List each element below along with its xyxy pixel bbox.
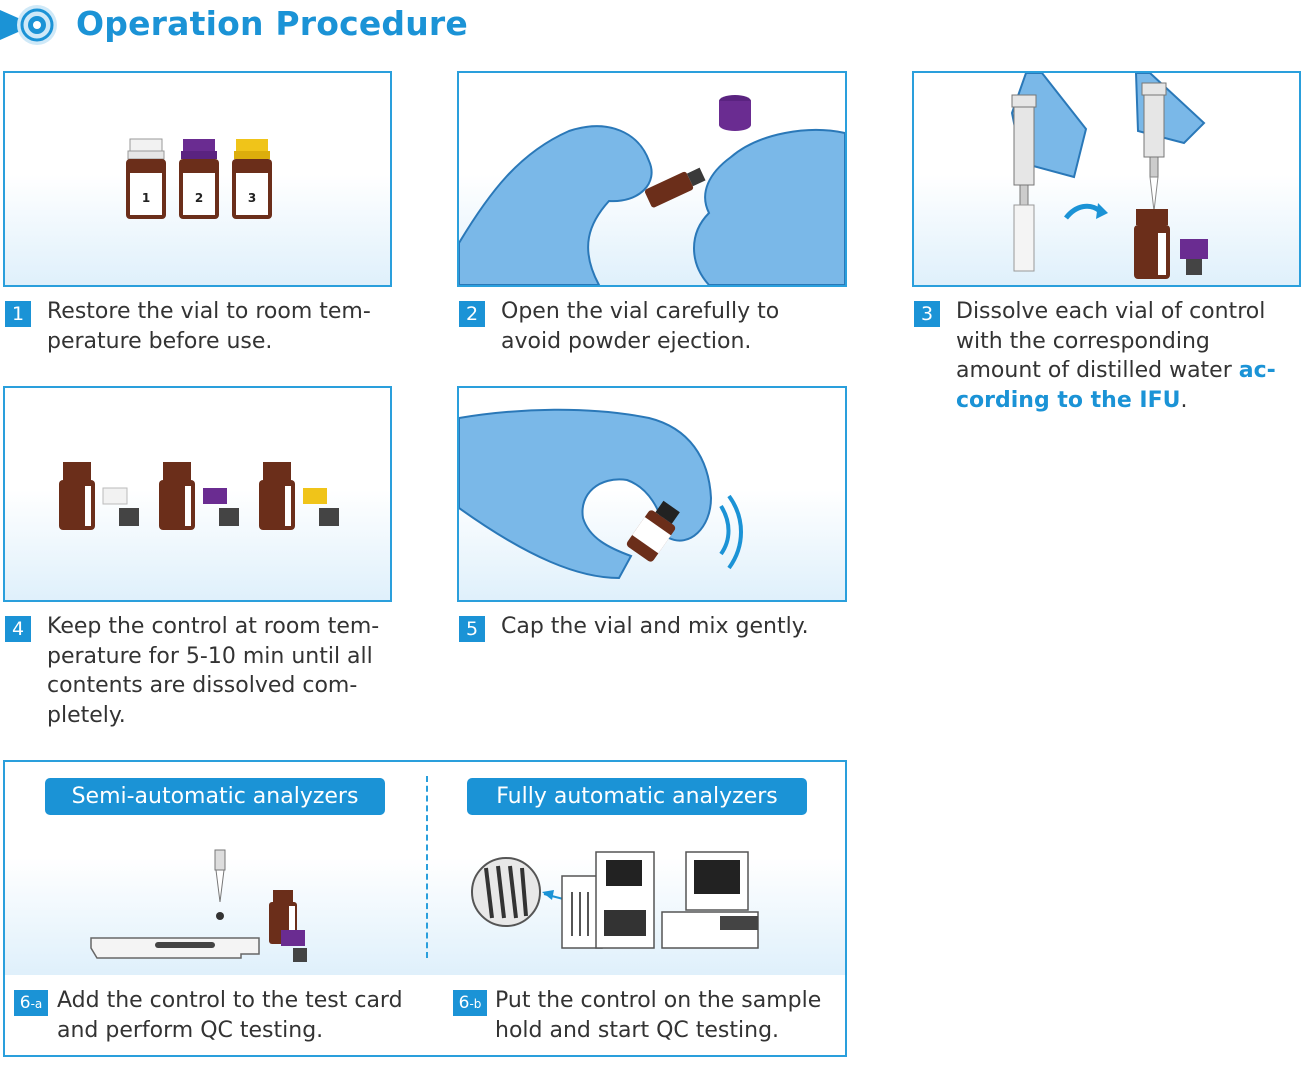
step-number-badge: 2: [459, 301, 485, 327]
step-number-badge: [453, 990, 487, 1016]
vial-icon: [1134, 209, 1170, 279]
step-description: Keep the control at room tem- perature for 5-10 min until all contents are dissolved com- pletely.: [47, 614, 380, 728]
step-5: [459, 616, 849, 656]
water-bottle-icon: [1014, 205, 1034, 271]
step-text-end: .: [1180, 387, 1188, 413]
sound-emblem-icon: [0, 2, 72, 48]
sample-rack-zoom-icon: [472, 858, 540, 926]
step-5-illustration: [457, 386, 847, 602]
vial-label-3: 3: [247, 191, 257, 205]
vial-icon: [644, 165, 707, 208]
step-number-badge: 4: [5, 616, 31, 642]
vials-1-2-3-image: [5, 73, 390, 285]
pipette-icon: [1142, 83, 1166, 211]
step-description: Restore the vial to room tem- perature before use.: [47, 299, 371, 354]
step-number: 6: [458, 993, 470, 1013]
fully-automatic-label: Fully automatic analyzers: [467, 778, 807, 815]
step-sub: -a: [30, 997, 43, 1011]
cap-icon: [281, 930, 305, 946]
cap-icon: [103, 488, 127, 504]
step-4: [5, 616, 395, 740]
cap-icon: [1180, 239, 1208, 259]
step-number: 6: [19, 993, 31, 1013]
glove-hand-icon: [459, 126, 652, 285]
vial-icon: [59, 462, 95, 530]
pipette-dissolve-image: [914, 73, 1299, 285]
step-6a: [14, 990, 414, 1054]
vial-icon: [232, 139, 272, 219]
cap-icon: [303, 488, 327, 504]
ifu-highlight: ac- cording to the IFU: [956, 358, 1276, 413]
step-1-illustration: [3, 71, 392, 287]
step-description: Open the vial carefully to avoid powder ejection.: [501, 299, 780, 354]
page-title: Operation Procedure: [76, 4, 468, 43]
vial-icon: [159, 462, 195, 530]
vial-cap-icon: [719, 95, 751, 131]
vial-label-2: 2: [194, 191, 204, 205]
step-number-badge: [14, 990, 48, 1016]
vial-icon: [126, 139, 166, 219]
step-2-illustration: [457, 71, 847, 287]
step-number-badge: 3: [914, 301, 940, 327]
vial-icon: [259, 462, 295, 530]
three-open-vials-image: [5, 388, 390, 600]
stopper-icon: [293, 948, 307, 962]
arrow-icon: [542, 890, 554, 900]
vibration-icon: [721, 506, 729, 554]
vibration-icon: [729, 496, 741, 568]
arrow-icon: [1066, 206, 1100, 218]
step-3-illustration: [912, 71, 1301, 287]
step-description: Cap the vial and mix gently.: [501, 614, 809, 639]
step-number-badge: 5: [459, 616, 485, 642]
step-number-badge: 1: [5, 301, 31, 327]
step-description: [956, 297, 1276, 415]
open-vial-image: [459, 73, 845, 285]
analyzer-icon: [662, 852, 758, 948]
glove-hand-icon: [459, 410, 711, 578]
vial-label-1: 1: [141, 191, 151, 205]
step-6b: [453, 990, 843, 1054]
step-description: Put the control on the sample hold and start QC testing.: [495, 988, 822, 1043]
cap-icon: [203, 488, 227, 504]
step-description: Add the control to the test card and perform QC testing.: [57, 988, 403, 1043]
stopper-icon: [1186, 259, 1202, 275]
step-sub: -b: [469, 997, 482, 1011]
vial-icon: [179, 139, 219, 219]
analyzer-icon: [562, 852, 654, 948]
step-1: [5, 301, 395, 365]
step-text: Dissolve each vial of control with the corresponding amount of distilled water: [956, 299, 1266, 383]
header: [0, 0, 600, 52]
mix-vial-image: [459, 388, 845, 600]
stopper-icon: [219, 508, 239, 526]
step-4-illustration: [3, 386, 392, 602]
pipette-icon: [215, 850, 225, 920]
step-3: [914, 301, 1302, 425]
glove-hand-icon: [694, 130, 845, 285]
step-2: [459, 301, 849, 365]
stopper-icon: [119, 508, 139, 526]
semi-automatic-image: [5, 832, 425, 972]
semi-automatic-label: Semi-automatic analyzers: [45, 778, 385, 815]
stopper-icon: [319, 508, 339, 526]
fully-automatic-image: [426, 832, 846, 972]
